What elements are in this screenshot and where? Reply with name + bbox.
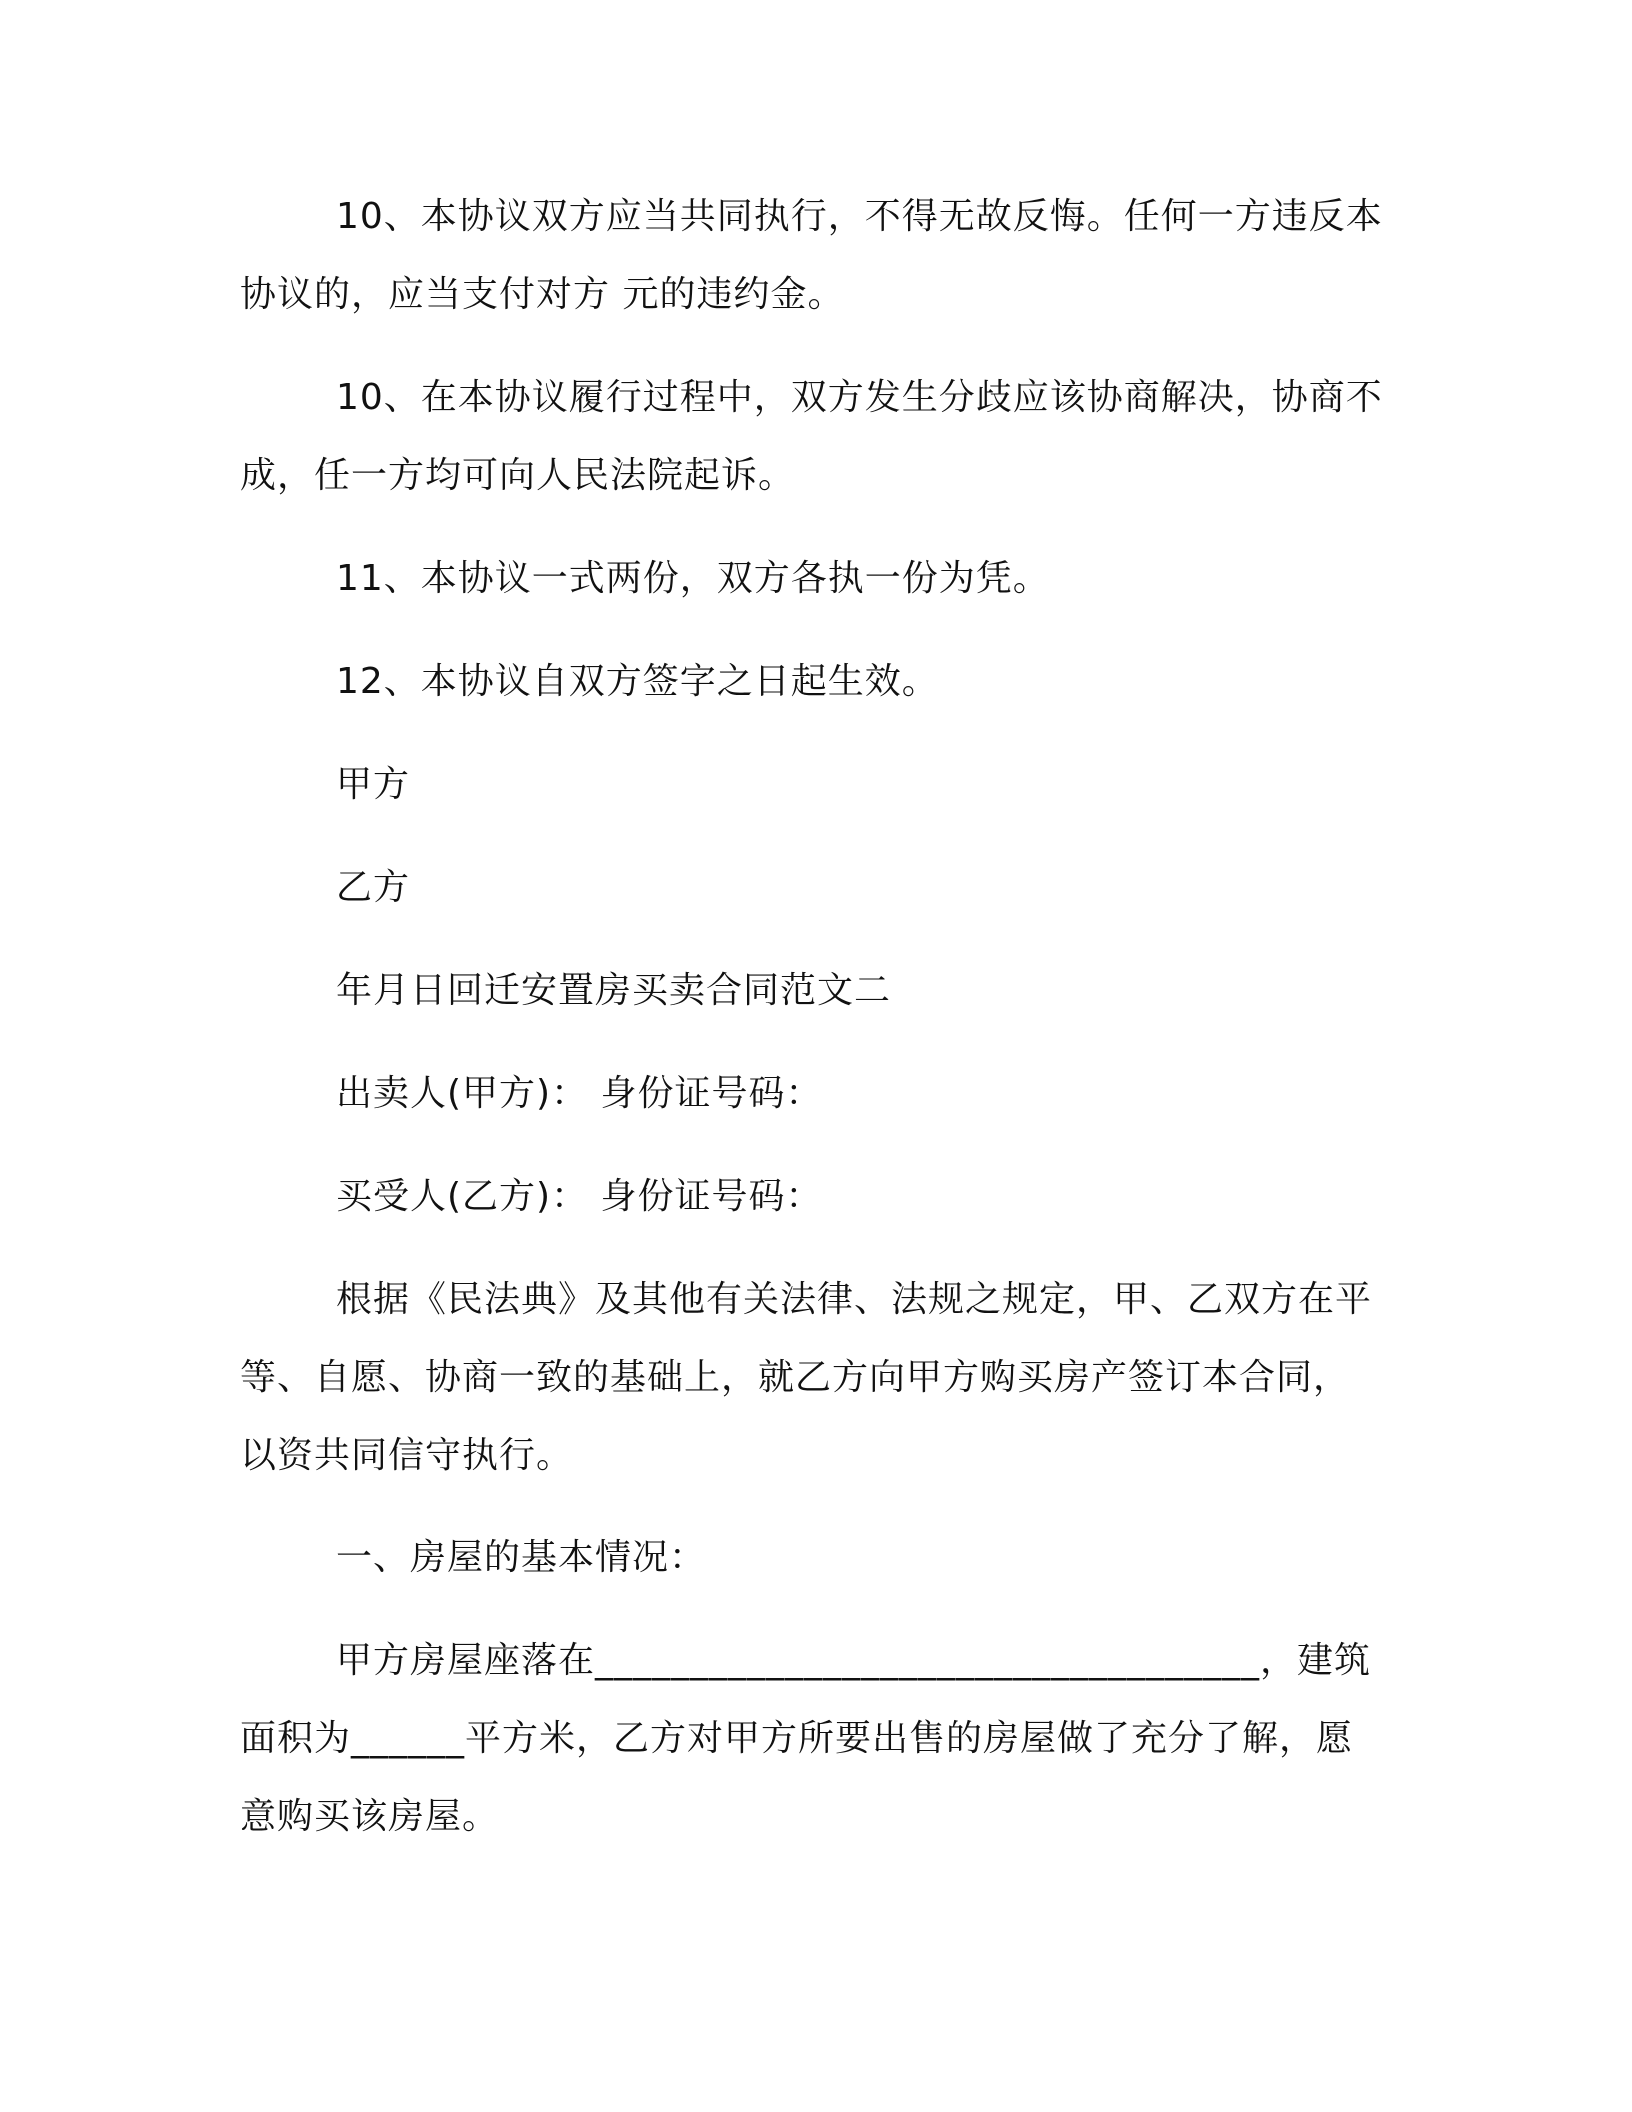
text-line: 买受人(乙方)： 身份证号码：: [336, 1176, 823, 1217]
text-line: 10、本协议双方应当共同执行，不得无故反悔。任何一方违反本: [336, 196, 1383, 237]
section-heading: [240, 952, 1380, 1030]
party-a-signature: [240, 746, 1380, 824]
text-line: 10、在本协议履行过程中，双方发生分歧应该协商解决，协商不: [336, 377, 1383, 418]
text-line: 意购买该房屋。: [240, 1796, 500, 1837]
clause-11: [240, 540, 1380, 618]
text-line: 出卖人(甲方)： 身份证号码：: [336, 1073, 823, 1114]
property-description: [240, 1622, 1380, 1856]
preamble: [240, 1261, 1380, 1495]
text-line: 成，任一方均可向人民法院起诉。: [240, 455, 796, 496]
clause-10-breach: [240, 178, 1383, 334]
text-line: 等、自愿、协商一致的基础上，就乙方向甲方购买房产签订本合同，: [240, 1357, 1351, 1398]
text-line: 甲方房屋座落在___________________________________，建筑: [336, 1640, 1372, 1681]
text-line: 协议的，应当支付对方 元的违约金。: [240, 274, 845, 315]
seller-info: [240, 1055, 1380, 1133]
party-b-signature: [240, 849, 1380, 927]
text-line: 12、本协议自双方签字之日起生效。: [336, 661, 939, 702]
text-line: 根据《民法典》及其他有关法律、法规之规定，甲、乙双方在平: [336, 1279, 1373, 1320]
text-line: 年月日回迁安置房买卖合同范文二: [336, 970, 892, 1011]
text-line: 一、房屋的基本情况：: [336, 1537, 707, 1578]
clause-10-dispute: [240, 359, 1383, 515]
clause-12: [240, 643, 1380, 721]
text-line: 乙方: [336, 867, 411, 908]
text-line: 面积为______平方米，乙方对甲方所要出售的房屋做了充分了解，愿: [240, 1718, 1354, 1759]
article-1-heading: [240, 1519, 1380, 1597]
text-line: 11、本协议一式两份，双方各执一份为凭。: [336, 558, 1050, 599]
text-line: 甲方: [336, 764, 411, 805]
buyer-info: [240, 1158, 1380, 1236]
text-line: 以资共同信守执行。: [240, 1435, 574, 1476]
